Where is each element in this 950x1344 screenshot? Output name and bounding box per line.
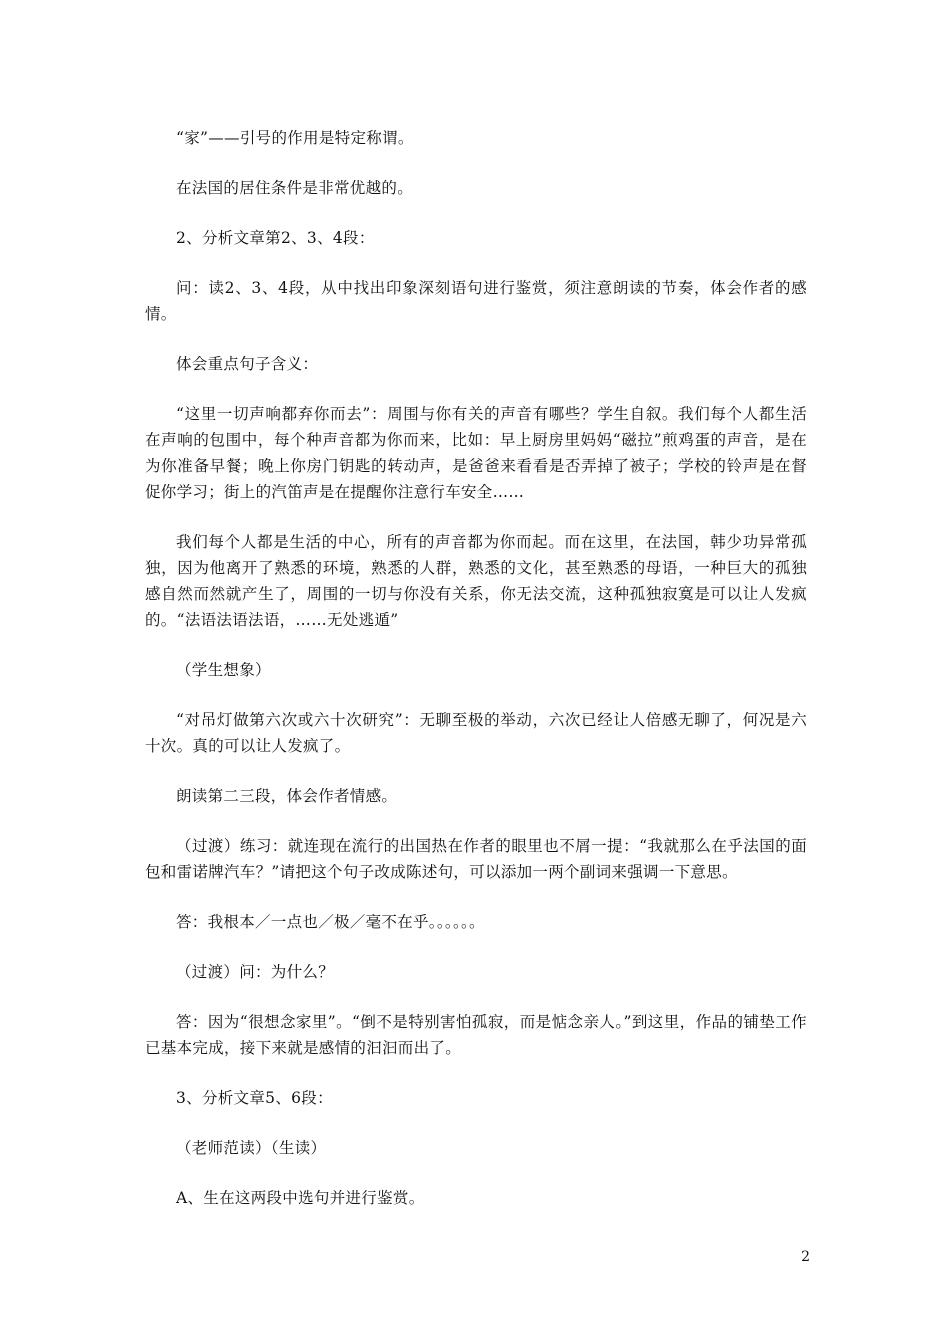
paragraph: 朗读第二三段，体会作者情感。 bbox=[176, 787, 398, 805]
paragraph: （学生想象） bbox=[176, 661, 271, 679]
paragraph: 答：因为“很想念家里”。“倒不是特别害怕孤寂，而是惦念亲人。”到这里，作品的铺垫工作已基本完成，接下来就是感情的汩汩而出了。 bbox=[145, 1013, 807, 1057]
paragraph: 答：我根本／一点也／极／毫不在乎。。。。。。 bbox=[176, 913, 485, 931]
paragraph: 在法国的居住条件是非常优越的。 bbox=[176, 179, 414, 197]
section-heading: 2、分析文章第2、3、4段： bbox=[176, 229, 375, 247]
paragraph: “对吊灯做第六次或六十次研究”：无聊至极的举动，六次已经让人倍感无聊了，何况是六十次。真的可以让人发疯了。 bbox=[145, 711, 807, 755]
page-number: 2 bbox=[801, 1249, 810, 1265]
paragraph: 体会重点句子含义： bbox=[176, 355, 319, 373]
document-body bbox=[145, 125, 807, 1235]
paragraph: “家”——引号的作用是特定称谓。 bbox=[176, 129, 414, 147]
section-heading: 3、分析文章5、6段： bbox=[176, 1089, 333, 1107]
paragraph: （老师范读）（生读） bbox=[176, 1139, 327, 1157]
paragraph: 问：读2、3、4段，从中找出印象深刻语句进行鉴赏，须注意朗读的节奏，体会作者的感情。 bbox=[145, 279, 807, 323]
paragraph: A、生在这两段中选句并进行鉴赏。 bbox=[176, 1189, 425, 1207]
paragraph: “这里一切声响都弃你而去”：周围与你有关的声音有哪些？学生自叙。我们每个人都生活在声响的包围中，每个种声音都为你而来，比如：早上厨房里妈妈“磁拉”煎鸡蛋的声音，是在为你准备早餐；晚上你房门钥匙的转动声，是爸爸来看看是否弄掉了被子；学校的铃声是在督促你学习；街上的汽笛声是在提醒你注意行车安全…… bbox=[145, 405, 807, 501]
paragraph: （过渡）问：为什么？ bbox=[176, 963, 335, 981]
paragraph: 我们每个人都是生活的中心，所有的声音都为你而起。而在这里，在法国，韩少功异常孤独，因为他离开了熟悉的环境，熟悉的人群，熟悉的文化，甚至熟悉的母语，一种巨大的孤独感自然而然就产生了，周围的一切与你没有关系，你无法交流，这种孤独寂寞是可以让人发疯的。“法语法语法语，……无处逃遁” bbox=[145, 533, 807, 629]
paragraph: （过渡）练习：就连现在流行的出国热在作者的眼里也不屑一提：“我就那么在乎法国的面包和雷诺牌汽车？”请把这个句子改成陈述句，可以添加一两个副词来强调一下意思。 bbox=[145, 837, 807, 881]
